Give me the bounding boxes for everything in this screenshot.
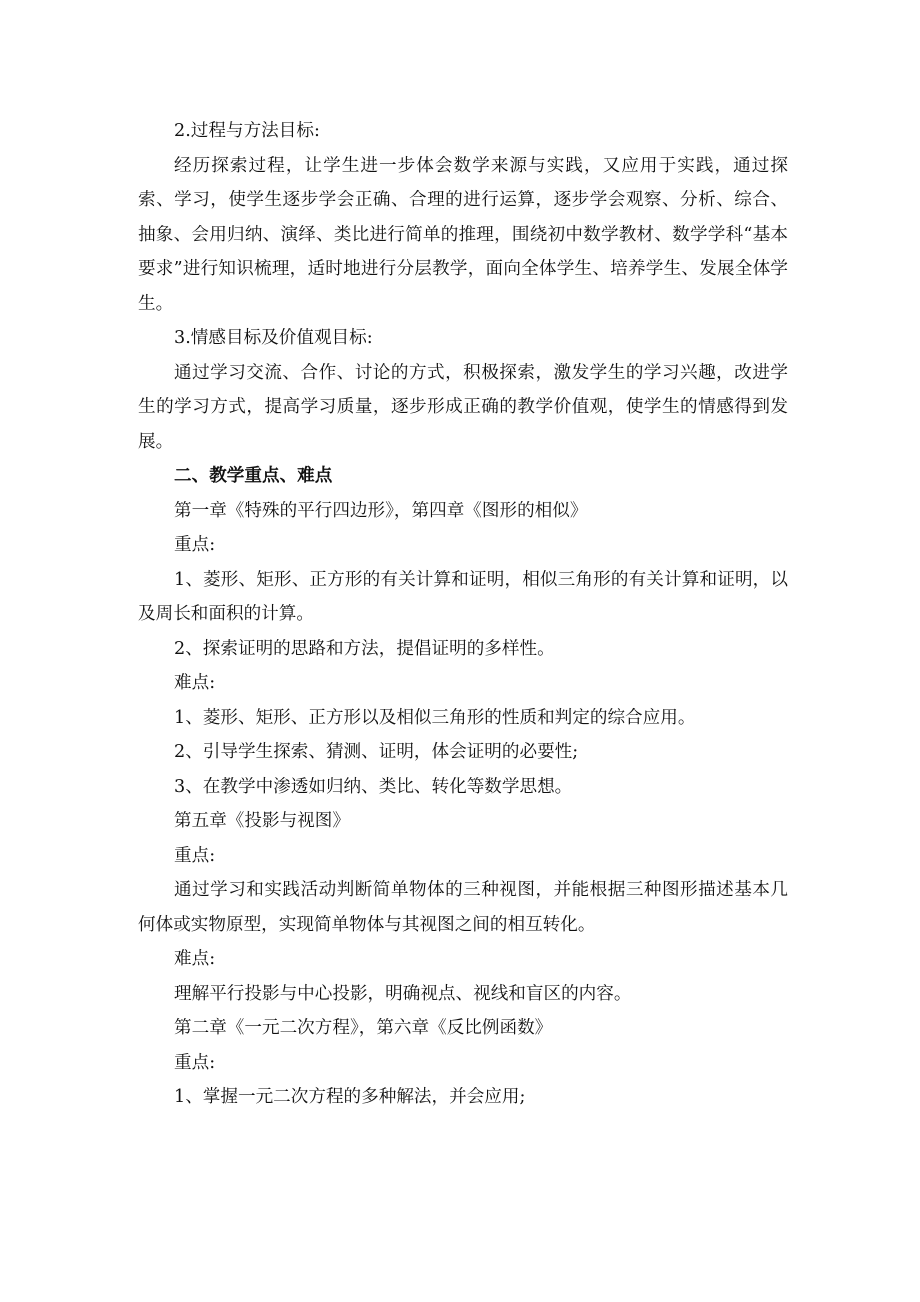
list-item-difficult-point: 3、在教学中渗透如归纳、类比、转化等数学思想。 (174, 776, 573, 797)
label-difficult-points: 难点: (174, 673, 216, 693)
chapter-heading-ch5: 第五章《投影与视图》 (174, 811, 350, 831)
subsection-heading-process-method-goals: 2.过程与方法目标: (174, 121, 320, 141)
list-item-key-point: 1、掌握一元二次方程的多种解法，并会应用; (174, 1087, 526, 1107)
label-key-points: 重点: (174, 845, 216, 866)
paragraph-ch5-difficult-point: 理解平行投影与中心投影，明确视点、视线和盲区的内容。 (174, 983, 632, 1004)
paragraph-emotion-value-description: 通过学习交流、合作、讨论的方式，积极探索，激发学生的学习兴趣，改进学生的学习方式，提高学习质量，逐步形成正确的教学价值观，使学生的情感得到发展。 (138, 362, 788, 452)
section-heading-key-difficult-points: 二、教学重点、难点 (174, 465, 333, 486)
list-item-key-point: 2、探索证明的思路和方法，提倡证明的多样性。 (174, 638, 555, 659)
paragraph-ch5-key-point: 通过学习和实践活动判断简单物体的三种视图，并能根据三种图形描述基本几何体或实物原型，实现简单物体与其视图之间的相互转化。 (138, 880, 788, 935)
chapter-heading-ch1-ch4: 第一章《特殊的平行四边形》，第四章《图形的相似》 (174, 500, 588, 521)
list-item-key-point: 1、菱形、矩形、正方形的有关计算和证明，相似三角形的有关计算和证明，以及周长和面积的计算。 (138, 569, 788, 624)
chapter-heading-ch2-ch6: 第二章《一元二次方程》，第六章《反比例函数》 (174, 1018, 553, 1038)
paragraph-process-method-description: 经历探索过程，让学生进一步体会数学来源与实践，又应用于实践，通过探索、学习，使学生逐步学会正确、合理的进行运算，逐步学会观察、分析、综合、抽象、会用归纳、演绎、类比进行简单的推理，围绕初中数学教材、数学学科“基本要求”进行知识梳理，适时地进行分层教学，面向全体学生、培养学生、发展全体学生。 (138, 155, 788, 314)
list-item-difficult-point: 2、引导学生探索、猜测、证明，体会证明的必要性; (174, 742, 579, 762)
document-body (138, 114, 788, 1115)
subsection-heading-emotion-value-goals: 3.情感目标及价值观目标: (174, 328, 373, 348)
list-item-difficult-point: 1、菱形、矩形、正方形以及相似三角形的性质和判定的综合应用。 (174, 707, 696, 728)
label-key-points: 重点: (174, 1052, 216, 1073)
label-difficult-points: 难点: (174, 949, 216, 969)
label-key-points: 重点: (174, 535, 216, 555)
